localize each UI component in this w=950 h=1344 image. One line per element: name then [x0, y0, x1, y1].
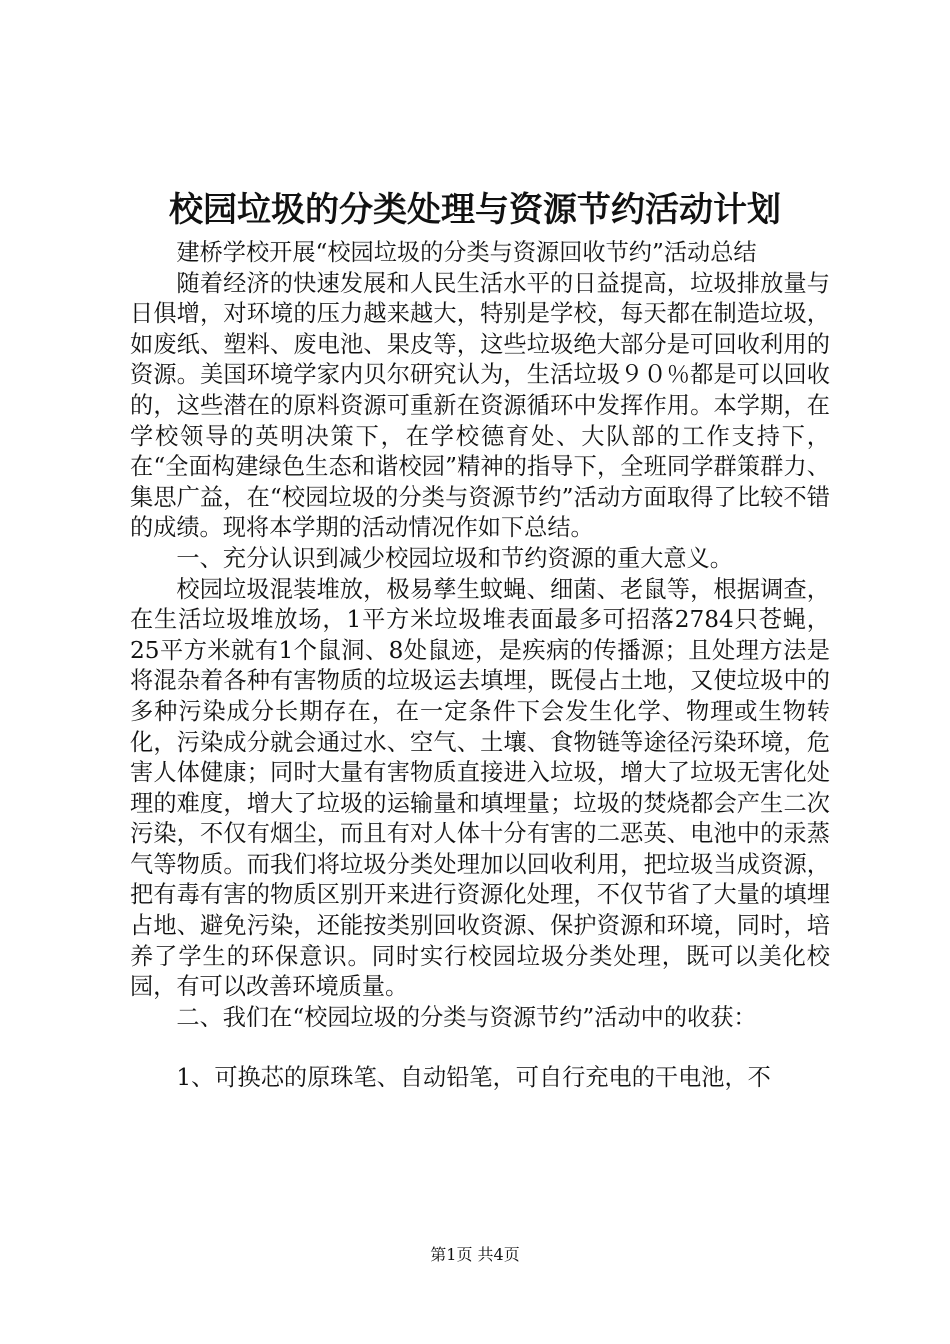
list-item-1: 1、可换芯的原珠笔、自动铅笔，可自行充电的干电池，不 [176, 1064, 771, 1092]
page-number: 第1页 共4页 [430, 1245, 520, 1264]
section-heading-2: 二、我们在“校园垃圾的分类与资源节约”活动中的收获： [176, 1003, 757, 1031]
document-subtitle: 建桥学校开展“校园垃圾的分类与资源回收节约”活动总结 [176, 239, 757, 266]
paragraph-significance: 校园垃圾混装堆放，极易孳生蚊蝇、细菌、老鼠等，根据调查，在生活垃圾堆放场，1平方米垃圾堆表面最多可招落2784只苍蝇，25平方米就有1个鼠洞、8处鼠迹，是疾病的传播源；且处理方法是将混杂着各种有害物质的垃圾运去填埋，既侵占土地，又使垃圾中的多种污染成分长期存在，在一定条件下会发生化学、物理或生物转化，污染成分就会通过水、空气、土壤、食物链等途径污染环境，危害人体健康；同时大量有害物质直接进入垃圾，增大了垃圾无害化处理的难度，增大了垃圾的运输量和填埋量；垃圾的焚烧都会产生二次污染，不仅有烟尘，而且有对人体十分有害的二恶英、电池中的汞蒸气等物质。而我们将垃圾分类处理加以回收利用，把垃圾当成资源，把有毒有害的物质区别开来进行资源化处理，不仅节省了大量的填埋占地、避免污染，还能按类别回收资源、保护资源和环境，同时，培养了学生的环保意识。同时实行校园垃圾分类处理，既可以美化校园，有可以改善环境质量。 [130, 575, 830, 1001]
document-title: 校园垃圾的分类处理与资源节约活动计划 [169, 190, 781, 230]
document-body [130, 238, 830, 1094]
paragraph-intro: 随着经济的快速发展和人民生活水平的日益提高，垃圾排放量与日俱增，对环境的压力越来越大，特别是学校，每天都在制造垃圾，如废纸、塑料、废电池、果皮等，这些垃圾绝大部分是可回收利用的资源。美国环境学家内贝尔研究认为，生活垃圾９０％都是可以回收的，这些潜在的原料资源可重新在资源循环中发挥作用。本学期，在学校领导的英明决策下，在学校德育处、大队部的工作支持下，在“全面构建绿色生态和谐校园”精神的指导下，全班同学群策群力、集思广益，在“校园垃圾的分类与资源节约”活动方面取得了比较不错的成绩。现将本学期的活动情况作如下总结。 [130, 269, 830, 542]
section-heading-1: 一、充分认识到减少校园垃圾和节约资源的重大意义。 [176, 544, 733, 572]
